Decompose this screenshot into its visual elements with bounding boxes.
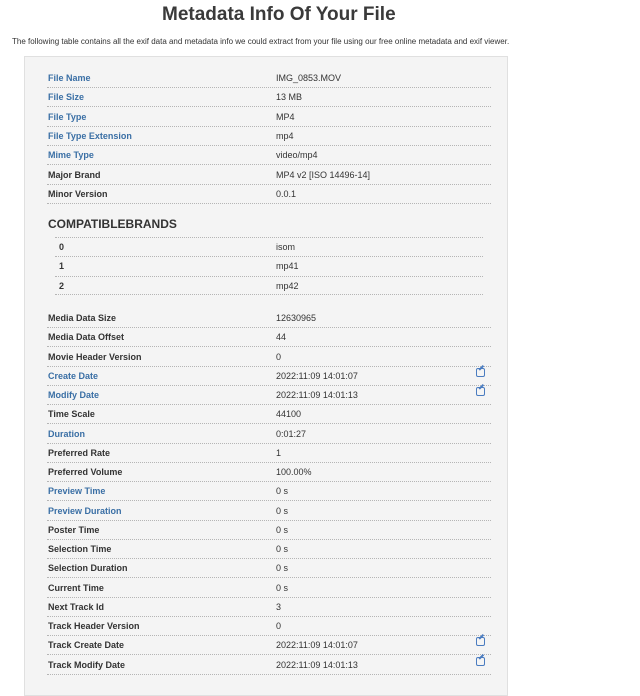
metadata-row-preferred-volume (47, 463, 491, 482)
metadata-label[interactable]: Create Date (48, 370, 99, 381)
metadata-value: 13 MB (276, 92, 303, 103)
metadata-value: 0 s (276, 582, 289, 593)
metadata-label: Preferred Rate (48, 447, 111, 458)
metadata-value: video/mp4 (276, 150, 318, 161)
metadata-row-file-size (47, 88, 491, 107)
metadata-panel (24, 56, 508, 696)
metadata-value: mp4 (276, 130, 294, 141)
metadata-value: 3 (276, 601, 282, 612)
metadata-label: Track Modify Date (48, 659, 126, 670)
metadata-label[interactable]: Mime Type (48, 150, 94, 161)
metadata-row-preferred-rate (47, 444, 491, 463)
metadata-row-track-create-date (47, 636, 491, 655)
metadata-label: Track Create Date (48, 640, 125, 651)
metadata-value: 44 (276, 332, 287, 343)
metadata-label: Preferred Volume (48, 467, 123, 477)
metadata-row-file-type (47, 108, 491, 127)
metadata-value: MP4 (276, 111, 295, 122)
metadata-label: Poster Time (48, 524, 100, 535)
edit-icon[interactable] (476, 387, 485, 396)
metadata-row-current-time (47, 579, 491, 598)
metadata-row-modify-date (47, 386, 491, 405)
metadata-value: 0 s (276, 544, 289, 554)
metadata-row-minor-version (47, 185, 491, 204)
edit-icon[interactable] (476, 657, 485, 666)
compatible-brand-item (55, 276, 483, 295)
metadata-row-next-track-id (47, 598, 491, 617)
metadata-value: 0 s (276, 563, 289, 574)
metadata-label: Movie Header Version (48, 351, 142, 362)
metadata-value: 100.00% (276, 467, 312, 477)
metadata-row-selection-duration (47, 559, 491, 578)
metadata-value: 1 (276, 447, 282, 458)
compatible-brand-item (55, 256, 483, 275)
metadata-value: IMG_0853.MOV (276, 73, 342, 83)
page-title: Metadata Info Of Your File (162, 4, 396, 25)
edit-icon[interactable] (476, 637, 485, 646)
metadata-row-preview-duration (47, 502, 491, 521)
page-subtitle: The following table contains all the exif data and metadata info we could extract from your file using our free online metadata and exif viewer. (12, 37, 510, 46)
brand-index: 2 (59, 280, 65, 291)
metadata-value: 0 s (276, 505, 289, 516)
metadata-value: 0:01:27 (276, 428, 307, 439)
metadata-value: 12630965 (276, 313, 317, 323)
metadata-row-track-header-version (47, 617, 491, 636)
brand-index: 0 (59, 242, 65, 252)
metadata-label[interactable]: File Type Extension (48, 130, 132, 141)
metadata-value: 2022:11:09 14:01:13 (276, 659, 358, 670)
metadata-label: Selection Duration (48, 563, 128, 574)
metadata-label: Major Brand (48, 169, 101, 180)
metadata-row-duration (47, 425, 491, 444)
compatible-brands-title: COMPATIBLEBRANDS (48, 217, 177, 231)
metadata-value: 2022:11:09 14:01:07 (276, 640, 358, 651)
metadata-row-mime-type (47, 146, 491, 165)
metadata-row-time-scale (47, 405, 491, 424)
metadata-row-movie-header-version (47, 348, 491, 367)
metadata-row-media-data-offset (47, 328, 491, 347)
metadata-label[interactable]: Preview Duration (48, 505, 122, 516)
metadata-label: Track Header Version (48, 621, 140, 631)
metadata-label[interactable]: Duration (48, 428, 85, 439)
metadata-row-create-date (47, 367, 491, 386)
metadata-value: 0 s (276, 486, 289, 497)
metadata-label: Selection Time (48, 544, 112, 554)
metadata-label[interactable]: File Name (48, 73, 91, 83)
metadata-value: 0 s (276, 524, 289, 535)
metadata-label: Next Track Id (48, 601, 105, 612)
metadata-label[interactable]: Modify Date (48, 390, 100, 400)
metadata-row-major-brand (47, 166, 491, 185)
edit-icon[interactable] (476, 368, 485, 377)
brand-value: mp41 (276, 261, 299, 272)
metadata-label[interactable]: File Type (48, 111, 87, 122)
metadata-value: 2022:11:09 14:01:13 (276, 390, 358, 400)
metadata-label: Time Scale (48, 409, 95, 420)
metadata-row-file-type-extension (47, 127, 491, 146)
metadata-value: 0 (276, 621, 282, 631)
metadata-row-media-data-size (47, 309, 491, 328)
metadata-value: 0 (276, 351, 282, 362)
metadata-label: Media Data Size (48, 313, 117, 323)
metadata-label[interactable]: Preview Time (48, 486, 106, 497)
metadata-value: 44100 (276, 409, 302, 420)
metadata-row-selection-time (47, 540, 491, 559)
metadata-label: Current Time (48, 582, 104, 593)
compatible-brand-item (55, 237, 483, 256)
metadata-value: MP4 v2 [ISO 14496-14] (276, 169, 371, 180)
brand-value: isom (276, 242, 296, 252)
metadata-value: 2022:11:09 14:01:07 (276, 370, 358, 381)
metadata-label: Media Data Offset (48, 332, 125, 343)
metadata-row-file-name (47, 69, 491, 88)
metadata-label: Minor Version (48, 188, 108, 199)
metadata-label[interactable]: File Size (48, 92, 85, 103)
brand-index: 1 (59, 261, 65, 272)
metadata-row-preview-time (47, 482, 491, 501)
brand-value: mp42 (276, 280, 299, 291)
metadata-row-poster-time (47, 521, 491, 540)
metadata-value: 0.0.1 (276, 188, 297, 199)
metadata-row-track-modify-date (47, 656, 491, 675)
